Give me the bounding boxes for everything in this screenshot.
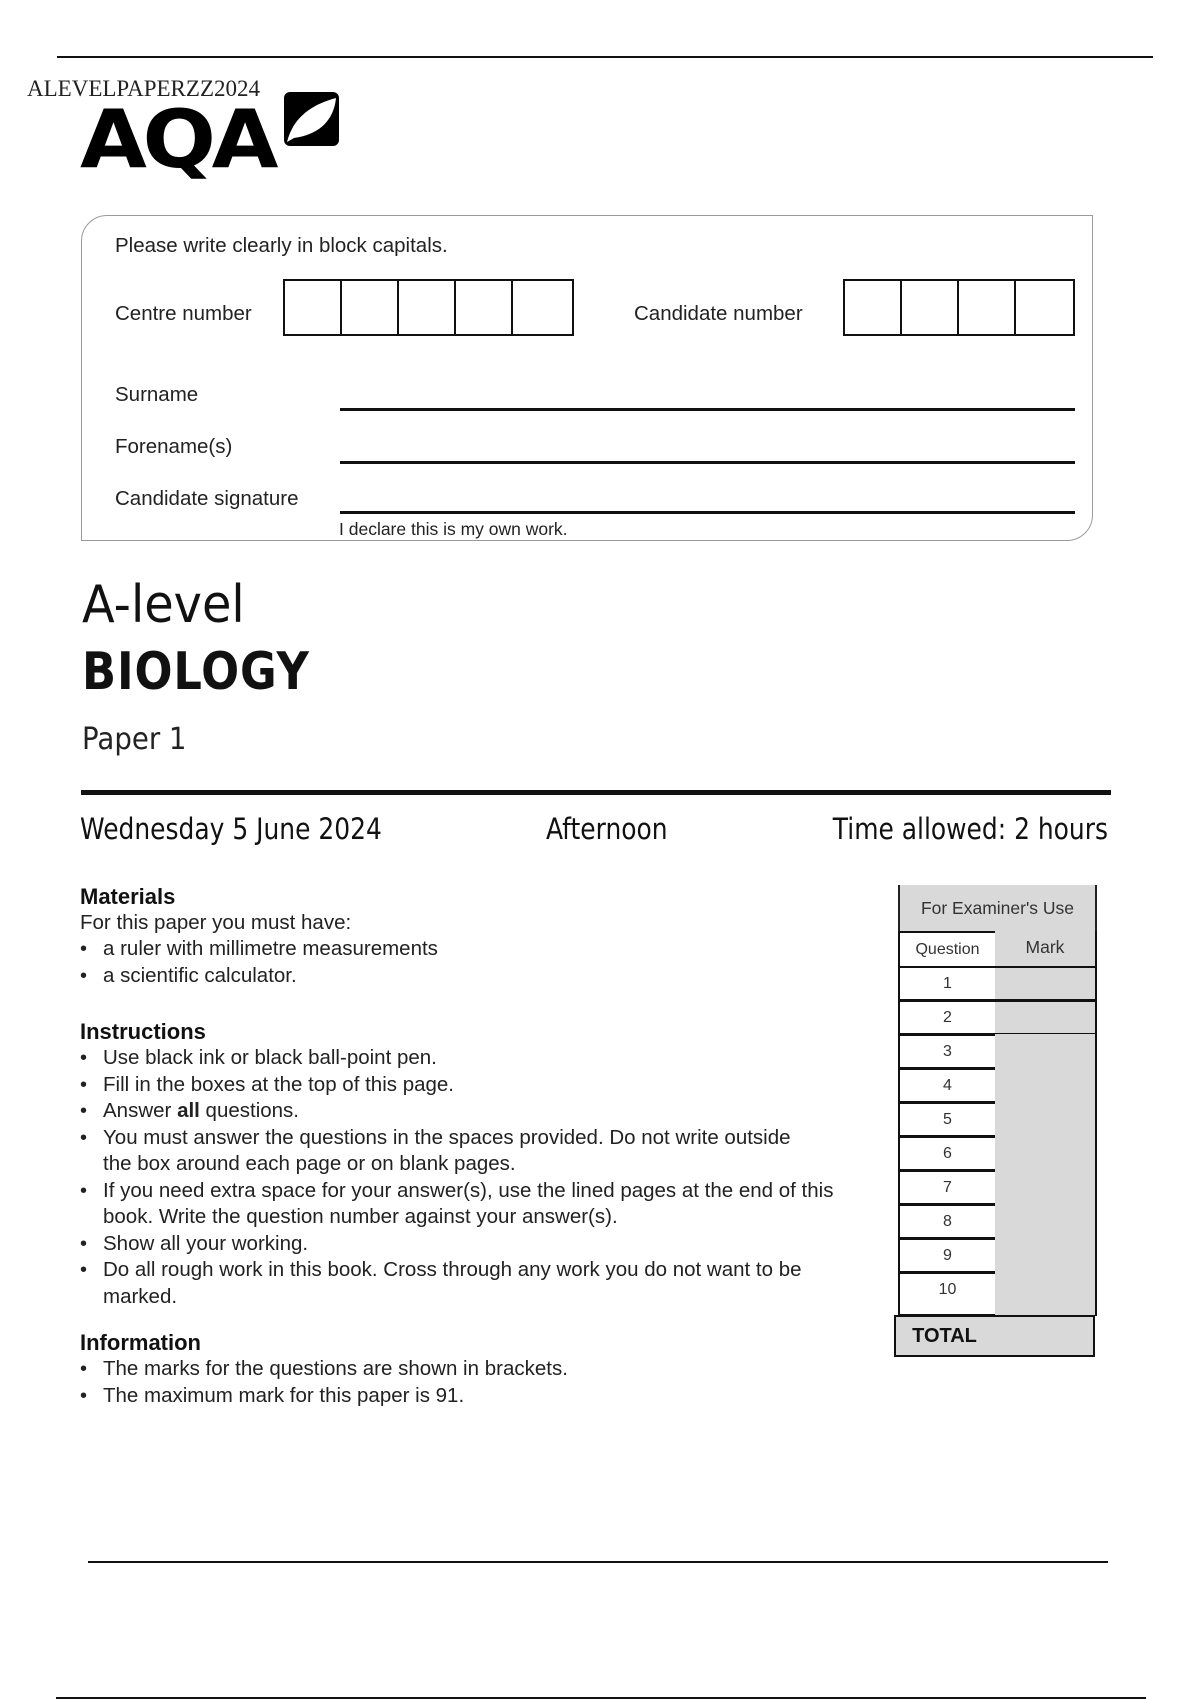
mark-cell-q2[interactable]	[995, 1000, 1097, 1035]
centre-number-label: Centre number	[115, 302, 252, 325]
materials-item: • a ruler with millimetre measurements	[80, 936, 880, 963]
footer-rule	[88, 1561, 1108, 1563]
centre-number-digit-5[interactable]	[513, 281, 570, 334]
block-capitals-instruction: Please write clearly in block capitals.	[115, 234, 448, 257]
title-divider	[81, 790, 1111, 795]
question-number-cell: 10	[898, 1272, 997, 1316]
centre-number-digit-4[interactable]	[456, 281, 513, 334]
instruction-item: • Use black ink or black ball-point pen.	[80, 1045, 870, 1072]
information-item: • The marks for the questions are shown in brackets.	[80, 1356, 870, 1383]
subject-title: BIOLOGY	[82, 642, 310, 702]
information-section	[80, 1330, 870, 1409]
candidate-number-digit-2[interactable]	[902, 281, 959, 334]
watermark-text: ALEVELPAPERZZ2024	[27, 76, 260, 101]
instruction-item: • Show all your working.	[80, 1231, 870, 1258]
surname-field[interactable]	[340, 408, 1075, 411]
instruction-emphasis: all	[177, 1099, 200, 1122]
forenames-field[interactable]	[340, 461, 1075, 464]
question-number-cell: 2	[898, 1000, 997, 1035]
total-mark-cell[interactable]	[993, 1315, 1095, 1357]
instructions-section	[80, 1019, 870, 1310]
paper-title: Paper 1	[82, 722, 187, 757]
instruction-item: • If you need extra space for your answer(s), use the lined pages at the end of this book. Write the question number against your answer(s).	[80, 1178, 883, 1231]
question-number-cell: 1	[898, 966, 997, 1001]
mark-column-header: Mark	[995, 931, 1097, 968]
instruction-item	[80, 1098, 870, 1125]
centre-number-input[interactable]	[283, 279, 574, 336]
instruction-item: • Do all rough work in this book. Cross through any work you do not want to be marked.	[80, 1257, 833, 1310]
mark-cell-q1[interactable]	[995, 966, 1097, 1001]
top-rule	[57, 56, 1153, 58]
exam-session: Afternoon	[546, 812, 668, 846]
question-number-cell: 9	[898, 1238, 997, 1273]
qualification-level: A-level	[82, 575, 245, 635]
centre-number-digit-3[interactable]	[399, 281, 456, 334]
materials-section	[80, 884, 880, 989]
question-column-header: Question	[898, 931, 997, 968]
surname-label: Surname	[115, 383, 199, 406]
centre-number-digit-1[interactable]	[285, 281, 342, 334]
aqa-logo-text: AQA	[80, 93, 275, 186]
candidate-number-label: Candidate number	[634, 302, 803, 325]
information-list	[80, 1356, 870, 1409]
materials-list	[80, 936, 880, 989]
materials-intro: For this paper you must have:	[80, 911, 352, 934]
information-heading: Information	[80, 1330, 201, 1355]
total-label: TOTAL	[894, 1315, 995, 1357]
declaration-text: I declare this is my own work.	[339, 519, 568, 539]
signature-field[interactable]	[340, 511, 1075, 514]
question-number-cell: 7	[898, 1170, 997, 1205]
question-number-cell: 5	[898, 1102, 997, 1137]
instruction-text: Answer	[103, 1099, 178, 1122]
candidate-number-input[interactable]	[843, 279, 1075, 336]
time-allowed: Time allowed: 2 hours	[832, 812, 1108, 846]
information-item: • The maximum mark for this paper is 91.	[80, 1383, 870, 1410]
forenames-label: Forename(s)	[115, 435, 233, 458]
instruction-item: • You must answer the questions in the spaces provided. Do not write outside the box around each page or on blank pages.	[80, 1125, 803, 1178]
instruction-item: • Fill in the boxes at the top of this page.	[80, 1072, 870, 1099]
instruction-text: questions.	[199, 1099, 300, 1122]
exam-date: Wednesday 5 June 2024	[80, 812, 382, 846]
question-number-cell: 3	[898, 1034, 997, 1069]
question-number-cell: 4	[898, 1068, 997, 1103]
examiners-use-heading: For Examiner's Use	[898, 885, 1097, 931]
instructions-list	[80, 1045, 870, 1310]
aqa-leaf-icon	[284, 92, 339, 146]
mark-cell-q3-q10[interactable]	[995, 1034, 1097, 1316]
instructions-heading: Instructions	[80, 1019, 206, 1044]
signature-label: Candidate signature	[115, 487, 299, 510]
centre-number-digit-2[interactable]	[342, 281, 399, 334]
candidate-number-digit-4[interactable]	[1016, 281, 1073, 334]
materials-item: • a scientific calculator.	[80, 963, 880, 990]
question-number-cell: 6	[898, 1136, 997, 1171]
candidate-number-digit-3[interactable]	[959, 281, 1016, 334]
candidate-number-digit-1[interactable]	[845, 281, 902, 334]
materials-heading: Materials	[80, 884, 176, 909]
page-bottom-rule	[56, 1697, 1146, 1699]
question-number-cell: 8	[898, 1204, 997, 1239]
